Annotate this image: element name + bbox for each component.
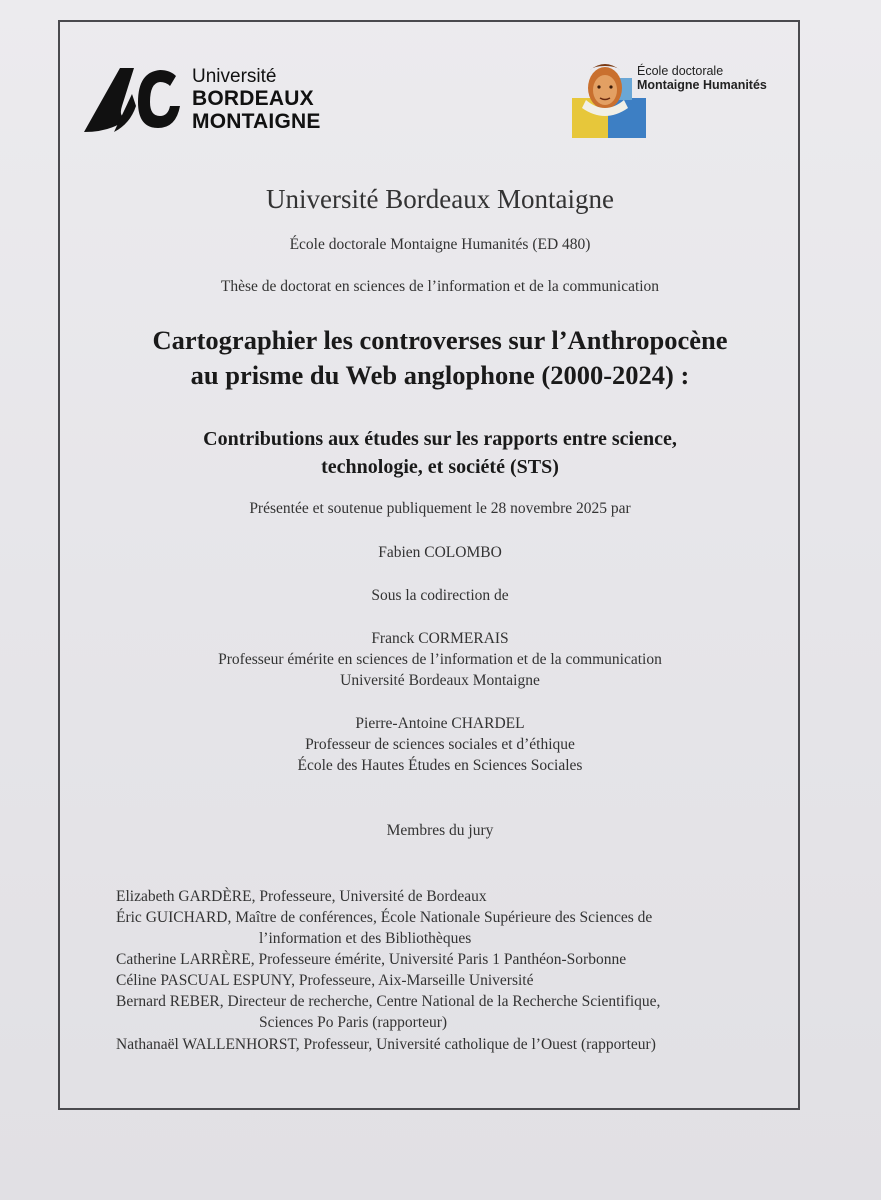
jury-member-line: Bernard REBER, Directeur de recherche, Centre National de la Recherche Scientifique, <box>116 993 661 1011</box>
thesis-subtitle-line1: Contributions aux études sur les rapports entre science, <box>203 428 677 450</box>
supervisor-role: Professeur de sciences sociales et d’éthique <box>305 735 575 753</box>
author-name: Fabien COLOMBO <box>378 544 502 561</box>
montaigne-portrait-icon <box>572 60 646 138</box>
doctoral-school-logo-line1: École doctorale <box>637 64 724 78</box>
doctoral-school-logo-line2: Montaigne Humanités <box>637 78 767 93</box>
supervisor-role: Professeur émérite en sciences de l’information et de la communication <box>218 650 662 668</box>
doctoral-school-heading: École doctorale Montaigne Humanités (ED 480) <box>289 236 591 253</box>
supervisor-block <box>60 629 820 692</box>
jury-member-line: Catherine LARRÈRE, Professeure émérite, Université Paris 1 Panthéon-Sorbonne <box>116 951 627 969</box>
university-logo <box>84 66 344 136</box>
jury-member-line-continued: Sciences Po Paris (rapporteur) <box>259 1014 448 1032</box>
thesis-subtitle-line2: technologie, et société (STS) <box>321 456 559 478</box>
university-logo-line3: MONTAIGNE <box>192 110 321 133</box>
supervisor-block <box>60 714 820 777</box>
university-logo-mark-icon <box>84 66 188 134</box>
university-logo-line2: BORDEAUX <box>192 87 314 110</box>
defense-statement: Présentée et soutenue publiquement le 28 novembre 2025 par <box>249 500 631 517</box>
supervisor-name: Franck CORMERAIS <box>371 630 509 647</box>
doctoral-school-logo-text <box>637 64 767 93</box>
jury-member-line: Éric GUICHARD, Maître de conférences, École Nationale Supérieure des Sciences de <box>116 909 653 927</box>
jury-member-line: Nathanaël WALLENHORST, Professeur, Université catholique de l’Ouest (rapporteur) <box>116 1035 656 1053</box>
jury-member-line: Céline PASCUAL ESPUNY, Professeure, Aix-Marseille Université <box>116 972 534 990</box>
supervisor-institution: Université Bordeaux Montaigne <box>340 671 540 689</box>
thesis-type: Thèse de doctorat en sciences de l’information et de la communication <box>220 278 660 295</box>
thesis-title-line2: au prisme du Web anglophone (2000-2024) : <box>190 359 690 390</box>
university-logo-text <box>192 66 321 132</box>
university-logo-line1: Université <box>192 66 277 87</box>
supervisor-name: Pierre-Antoine CHARDEL <box>355 715 525 732</box>
thesis-title <box>60 323 820 393</box>
jury-member-line-continued: l’information et des Bibliothèques <box>259 930 472 948</box>
jury-list <box>116 886 806 1055</box>
jury-heading: Membres du jury <box>386 822 494 839</box>
thesis-subtitle <box>60 425 820 481</box>
thesis-title-line1: Cartographier les controverses sur l’Anthropocène <box>152 325 728 355</box>
jury-member-line: Elizabeth GARDÈRE, Professeure, Université de Bordeaux <box>116 888 487 905</box>
doctoral-school-logo <box>572 58 792 138</box>
university-heading: Université Bordeaux Montaigne <box>266 184 614 214</box>
codirection-label: Sous la codirection de <box>371 587 509 604</box>
supervisor-institution: École des Hautes Études en Sciences Sociales <box>297 756 583 774</box>
